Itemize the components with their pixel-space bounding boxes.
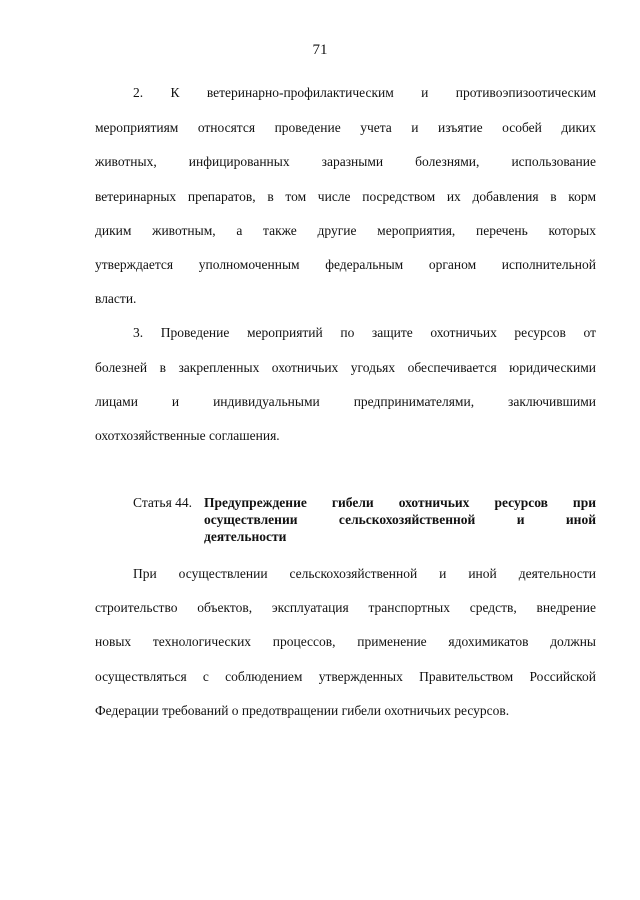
article-title-line-2: осуществлении сельскохозяйственной и иной: [204, 512, 596, 527]
article-body-line-3: новых технологических процессов, применение ядохимикатов должны: [95, 634, 596, 649]
paragraph-2-line-1: 2. К ветеринарно-профилактическим и противоэпизоотическим: [133, 85, 596, 100]
article-body-line-2: строительство объектов, эксплуатация транспортных средств, внедрение: [95, 600, 596, 615]
paragraph-2-line-2: мероприятиям относятся проведение учета и изъятие особей диких: [95, 120, 596, 135]
article-label: Статья 44.: [133, 495, 193, 510]
paragraph-3-line-1: 3. Проведение мероприятий по защите охотничьих ресурсов от: [133, 325, 596, 340]
paragraph-3-line-2: болезней в закрепленных охотничьих угодьях обеспечивается юридическими: [95, 360, 596, 375]
page-number: 71: [312, 42, 328, 58]
paragraph-3-line-3: лицами и индивидуальными предпринимателями, заключившими: [95, 394, 596, 409]
article-title-line-3: деятельности: [204, 529, 287, 544]
paragraph-2-line-4: ветеринарных препаратов, в том числе посредством их добавления в корм: [95, 189, 596, 204]
article-body-line-5: Федерации требований о предотвращении гибели охотничьих ресурсов.: [95, 703, 510, 718]
paragraph-2-line-5: диким животным, а также другие мероприятия, перечень которых: [95, 223, 596, 238]
article-title-line-1: Предупреждение гибели охотничьих ресурсов при: [204, 495, 596, 510]
paragraph-2-line-3: животных, инфицированных заразными болезнями, использование: [95, 154, 596, 169]
article-body-line-1: При осуществлении сельскохозяйственной и иной деятельности: [133, 566, 596, 581]
paragraph-2-line-6: утверждается уполномоченным федеральным органом исполнительной: [95, 257, 596, 272]
article-body-line-4: осуществляться с соблюдением утвержденных Правительством Российской: [95, 669, 596, 684]
paragraph-3-line-4: охотхозяйственные соглашения.: [95, 428, 280, 443]
paragraph-2-line-7: власти.: [95, 291, 137, 306]
